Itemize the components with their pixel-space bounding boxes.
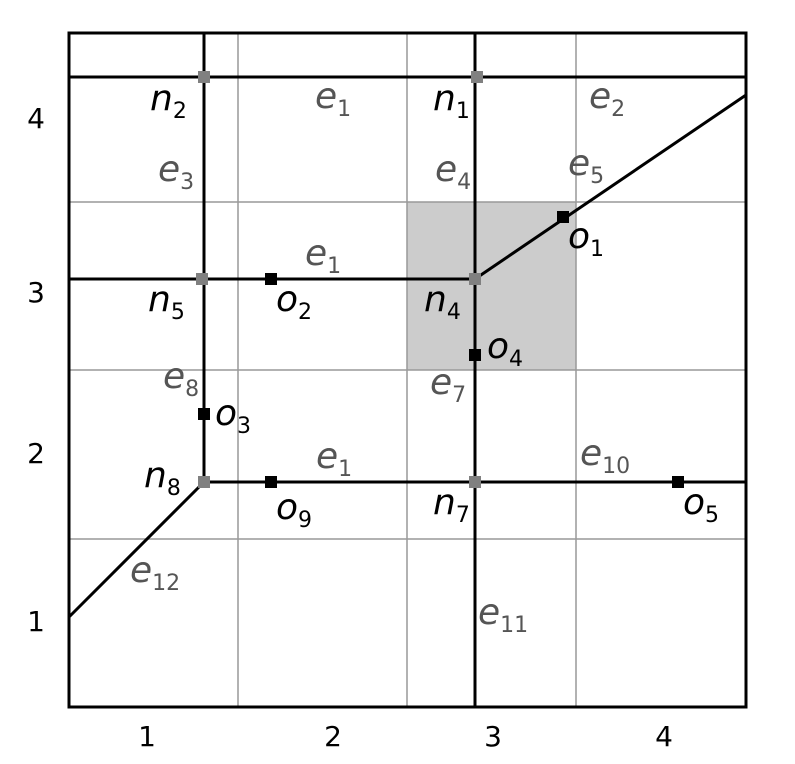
node-label-n4: $n_4$ <box>424 279 461 325</box>
node-label-n8: $n_8$ <box>144 455 181 501</box>
x-tick-label: 4 <box>655 720 673 753</box>
node-marker-n7 <box>469 476 481 488</box>
object-marker-o4 <box>469 349 481 361</box>
object-label-o1: $o_1$ <box>568 216 605 262</box>
y-tick-label: 3 <box>27 276 45 309</box>
edge-label-e1-mid: $e_1$ <box>305 233 342 279</box>
x-tick-label: 1 <box>138 720 156 753</box>
object-label-o3: $o_3$ <box>215 393 252 439</box>
node-label-n7: $n_7$ <box>433 482 470 528</box>
object-label-o2: $o_2$ <box>276 279 313 325</box>
node-marker-n4 <box>469 273 481 285</box>
y-tick-label: 2 <box>27 437 45 470</box>
edge-label-e10: $e_{10}$ <box>580 433 631 479</box>
object-label-o9: $o_9$ <box>276 487 313 533</box>
node-label-n2: $n_2$ <box>150 78 187 124</box>
node-marker-n5 <box>196 273 208 285</box>
node-marker-n2 <box>198 71 210 83</box>
edge-label-e8: $e_8$ <box>163 356 200 402</box>
object-marker-o3 <box>198 408 210 420</box>
node-label-n5: $n_5$ <box>148 279 185 325</box>
edge-label-e2: $e_2$ <box>589 76 626 122</box>
edge-label-e11: $e_{11}$ <box>478 592 529 638</box>
y-axis-ticks <box>27 102 45 638</box>
y-tick-label: 4 <box>27 102 45 135</box>
object-label-o5: $o_5$ <box>683 482 720 528</box>
edge-label-e1-top: $e_1$ <box>315 76 352 122</box>
edge-label-e12: $e_{12}$ <box>130 550 181 596</box>
y-tick-label: 1 <box>27 605 45 638</box>
edge-label-e3: $e_3$ <box>158 149 195 195</box>
edge-label-e1-low: $e_1$ <box>316 436 353 482</box>
x-tick-label: 2 <box>324 720 342 753</box>
x-tick-label: 3 <box>484 720 502 753</box>
node-label-n1: $n_1$ <box>433 78 470 124</box>
object-label-o4: $o_4$ <box>487 326 524 372</box>
edge-label-e7: $e_7$ <box>430 362 467 408</box>
node-marker-n8 <box>198 476 210 488</box>
edge-label-e4: $e_4$ <box>435 149 472 195</box>
node-marker-n1 <box>471 71 483 83</box>
edge-label-e5: $e_5$ <box>568 143 605 189</box>
x-axis-ticks <box>138 720 673 753</box>
road-diagonal-upper <box>475 95 746 279</box>
